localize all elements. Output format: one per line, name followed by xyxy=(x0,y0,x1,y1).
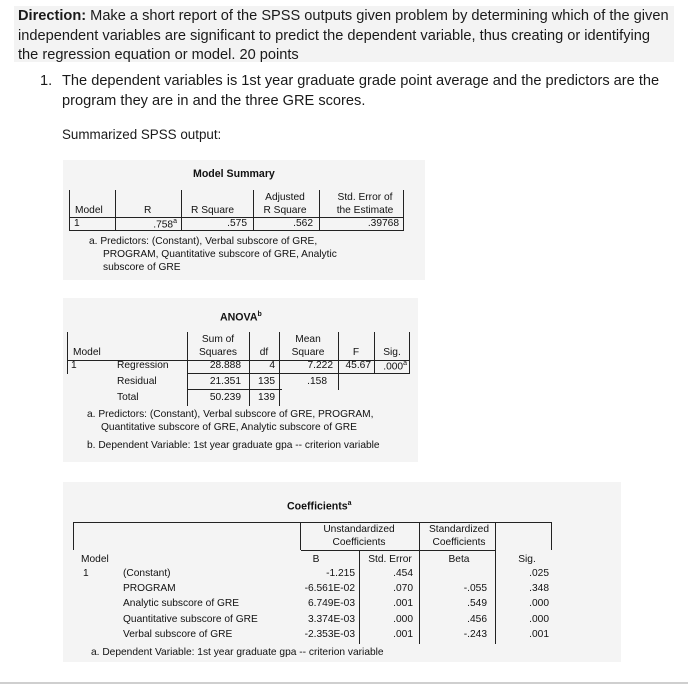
coef-header-std: Standardized xyxy=(428,524,490,535)
anova-row-label: Total xyxy=(117,392,139,403)
anova-header-df: df xyxy=(259,347,269,358)
coef-row-beta: .549 xyxy=(467,598,487,609)
direction-label: Direction: xyxy=(18,8,87,24)
model-summary-title: Model Summary xyxy=(193,168,275,180)
coef-row-label: (Constant) xyxy=(123,568,171,579)
anova-line-row2 xyxy=(188,389,282,390)
ms-vline-6 xyxy=(403,190,404,231)
coef-row-sig: .025 xyxy=(529,568,549,579)
coef-vline-4 xyxy=(419,522,420,644)
coef-row-beta: .456 xyxy=(467,614,487,625)
coef-header-sig: Sig. xyxy=(518,554,536,565)
coef-header-unstd-coef: Coefficients xyxy=(332,537,386,548)
coef-row-se: .070 xyxy=(393,583,413,594)
anova-row-df: 139 xyxy=(258,392,275,403)
ms-note-line-3: subscore of GRE xyxy=(103,262,181,273)
coef-model-num: 1 xyxy=(83,568,89,579)
coef-row-sig: .348 xyxy=(529,583,549,594)
anova-title: ANOVA$^b$ xyxy=(220,311,262,324)
anova-row-label: Regression xyxy=(117,360,169,371)
anova-model-num: 1 xyxy=(71,360,77,371)
coef-vline-2 xyxy=(300,522,301,550)
ms-vline-2 xyxy=(115,190,116,231)
ms-header-adjusted-rsq: R Square xyxy=(263,205,307,216)
coef-header-model: Model xyxy=(81,554,109,565)
coef-row-label: Analytic subscore of GRE xyxy=(123,598,240,609)
anova-panel xyxy=(63,298,418,462)
ms-header-r: R xyxy=(144,205,152,216)
coef-header-std-coef: Coefficients xyxy=(432,537,486,548)
ms-note-line-2: PROGRAM, Quantitative subscore of GRE, Analytic xyxy=(103,249,337,260)
coef-row-se: .001 xyxy=(393,598,413,609)
summary-label: Summarized SPSS output: xyxy=(62,127,222,142)
coef-row-sig: .001 xyxy=(529,629,549,640)
anova-vline-4 xyxy=(279,332,280,406)
anova-vline-2 xyxy=(187,332,188,406)
coef-vline-5 xyxy=(495,522,496,644)
coef-header-se: Std. Error xyxy=(368,554,412,565)
coef-vline-3 xyxy=(359,550,360,644)
anova-row-df: 135 xyxy=(258,376,275,387)
anova-row-sig: .000$^a$ xyxy=(383,360,407,373)
ms-row-r-square: .575 xyxy=(227,218,247,229)
anova-header-ms: Mean xyxy=(295,334,321,345)
anova-line-row1 xyxy=(188,373,409,374)
direction-block xyxy=(14,6,674,62)
coef-row-b: 6.749E-03 xyxy=(307,598,355,609)
anova-header-ss: Sum of xyxy=(201,334,235,345)
ms-header-model: Model xyxy=(75,205,103,216)
page-bottom-rule xyxy=(0,682,688,684)
anova-row-label: Residual xyxy=(117,376,157,387)
coef-row-label: Quantitative subscore of GRE xyxy=(123,614,258,625)
coef-vline-6 xyxy=(551,522,552,550)
coef-header-unstd: Unstandardized xyxy=(323,524,395,535)
anova-row-f: 45.67 xyxy=(345,360,371,371)
ms-vline-3 xyxy=(181,190,182,231)
coef-row-beta: -.243 xyxy=(463,629,487,640)
coef-line-mid xyxy=(301,550,495,551)
ms-header-se: Std. Error of xyxy=(337,192,393,203)
question-number: 1. xyxy=(40,73,53,89)
coef-row-sig: .000 xyxy=(529,598,549,609)
coef-row-se: .000 xyxy=(393,614,413,625)
anova-header-sig: Sig. xyxy=(383,347,401,358)
anova-row-ss: 28.888 xyxy=(209,360,241,371)
coef-row-se: .454 xyxy=(393,568,413,579)
ms-row-model: 1 xyxy=(74,218,80,229)
ms-note-line-1: a. Predictors: (Constant), Verbal subscore of GRE, xyxy=(89,236,318,247)
coef-row-sig: .000 xyxy=(529,614,549,625)
question-text: The dependent variables is 1st year graduate grade point average and the predictors are the program they are in and the three GRE scores. xyxy=(62,73,660,109)
coef-row-b: 3.374E-03 xyxy=(307,614,355,625)
coef-row-beta: -.055 xyxy=(463,583,487,594)
anova-vline-1 xyxy=(67,332,68,374)
coef-row-label: Verbal subscore of GRE xyxy=(123,629,233,640)
anova-row-ss: 50.239 xyxy=(209,392,241,403)
coef-row-se: .001 xyxy=(393,629,413,640)
ms-header-adjusted: Adjusted xyxy=(265,192,305,203)
direction-text: Make a short report of the SPSS outputs given problem by determining which of the given independent variables are significant to predict the dependent variable, thus creating or identifying the regression equation or model. 20 points xyxy=(18,8,669,63)
coef-note-a: a. Dependent Variable: 1st year graduate gpa -- criterion variable xyxy=(91,647,384,658)
anova-header-f: F xyxy=(352,347,360,358)
ms-vline-5 xyxy=(319,190,320,231)
coef-row-b: -1.215 xyxy=(326,568,355,579)
anova-header-ms-2: Square xyxy=(291,347,325,358)
coef-row-b: -2.353E-03 xyxy=(304,629,355,640)
ms-row-adj: .562 xyxy=(293,218,313,229)
anova-note-b: b. Dependent Variable: 1st year graduate gpa -- criterion variable xyxy=(87,440,380,451)
coefficients-title: Coefficients$^a$ xyxy=(287,500,352,513)
anova-note-a-1: a. Predictors: (Constant), Verbal subscore of GRE, PROGRAM, xyxy=(87,409,374,420)
ms-row-r: .758$^a$ xyxy=(153,218,177,231)
coef-vline-1 xyxy=(73,522,74,550)
anova-header-model: Model xyxy=(73,347,101,358)
ms-header-r-square: R Square xyxy=(191,205,235,216)
anova-vline-3 xyxy=(249,332,250,406)
anova-header-ss-2: Squares xyxy=(199,347,237,358)
coef-header-beta: Beta xyxy=(448,554,470,565)
coefficients-panel xyxy=(63,482,621,662)
anova-note-a-2: Quantitative subscore of GRE, Analytic subscore of GRE xyxy=(101,422,357,433)
coef-header-b: B xyxy=(312,554,320,565)
anova-row-ss: 21.351 xyxy=(209,376,241,387)
ms-vline-1 xyxy=(69,190,70,231)
anova-row-ms: 7.222 xyxy=(307,360,333,371)
ms-header-se-est: the Estimate xyxy=(336,205,394,216)
ms-row-se: .39768 xyxy=(367,218,399,229)
coef-row-b: -6.561E-02 xyxy=(304,583,355,594)
anova-row-df: 4 xyxy=(269,360,275,371)
model-summary-panel xyxy=(63,160,425,280)
coef-row-label: PROGRAM xyxy=(123,583,176,594)
coef-line-top xyxy=(73,522,551,523)
anova-vline-7 xyxy=(409,332,410,374)
ms-vline-4 xyxy=(253,190,254,231)
anova-row-ms: .158 xyxy=(307,376,327,387)
